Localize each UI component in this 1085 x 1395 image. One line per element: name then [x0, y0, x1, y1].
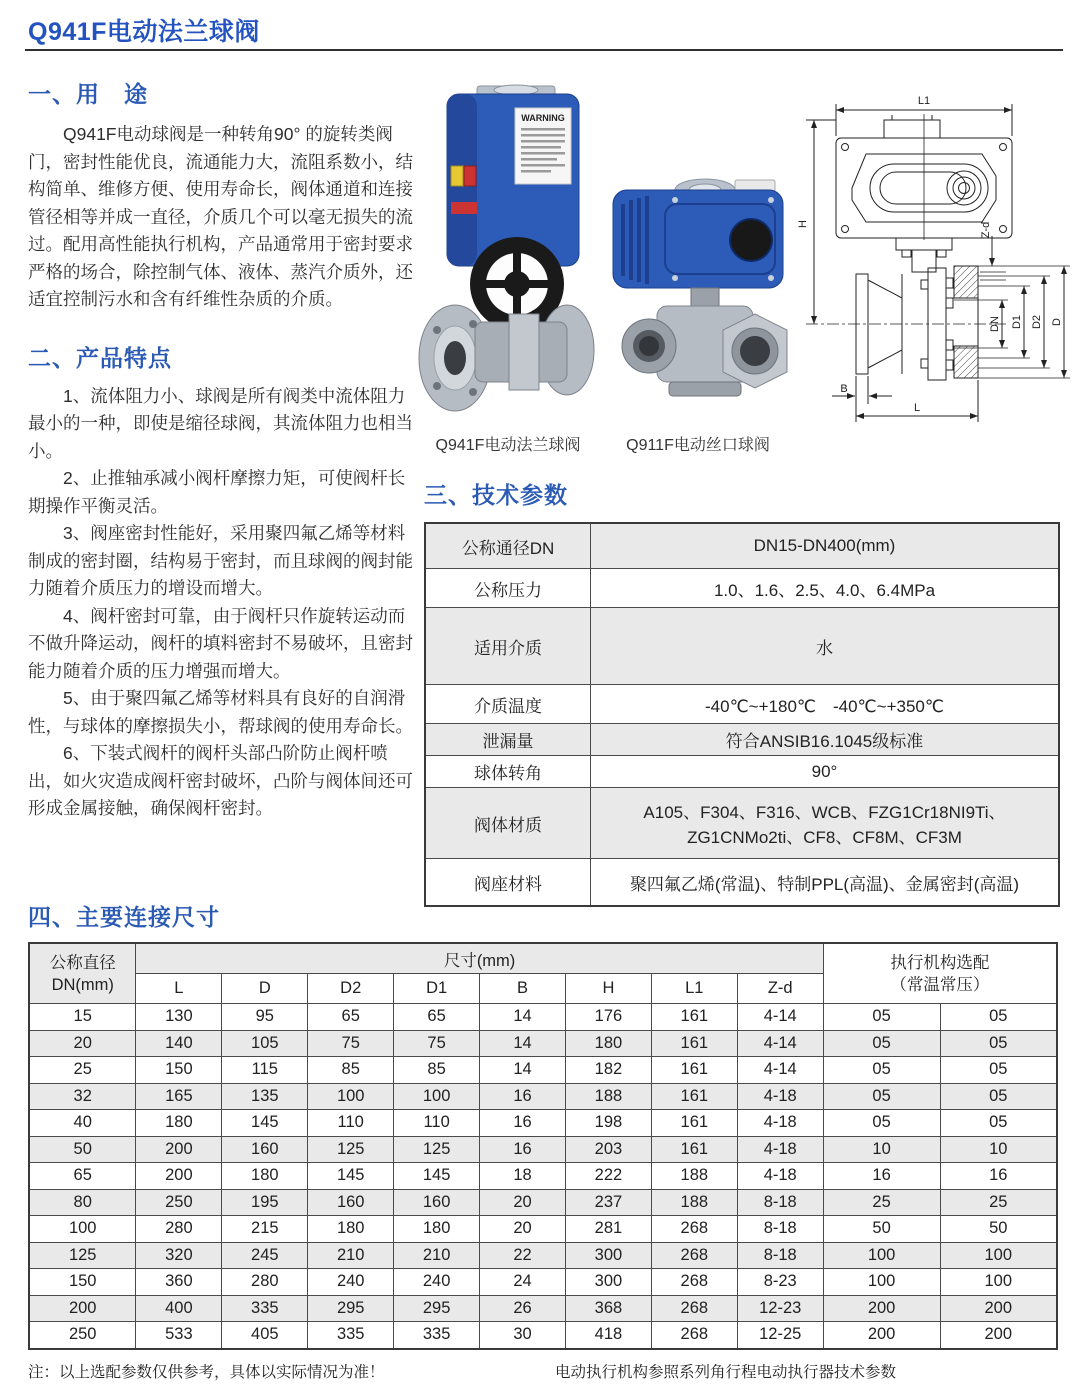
- table-cell: 4-18: [737, 1110, 823, 1137]
- table-cell: 16: [480, 1136, 566, 1163]
- table-row: [29, 1163, 1057, 1190]
- table-cell: 145: [394, 1163, 480, 1190]
- table-cell: 16: [823, 1163, 940, 1190]
- table-cell: 360: [136, 1269, 222, 1296]
- table-cell: 320: [136, 1242, 222, 1269]
- table-cell: 245: [222, 1242, 308, 1269]
- dim-label-d: D: [1051, 318, 1063, 326]
- table-cell: 24: [480, 1269, 566, 1296]
- dim-label-zd: Z-d: [980, 221, 992, 239]
- feature-item: 2、止推轴承减小阀杆摩擦力矩，可使阀杆长期操作平衡灵活。: [28, 468, 406, 516]
- section1-paragraph: Q941F电动球阀是一种转角90° 的旋转类阀门，密封性能优良，流通能力大，流阻系数小，结构简单、维修方便、使用寿命长，阀体通道和连接管径相等并成一直径，介质几个可以毫无损失的流过。配用高性能执行机构，产品通常用于密封要求严格的场合，除控制气体、液体、蒸汽介质外，还适宜控制污水和含有纤维性杂质的介质。: [28, 124, 413, 309]
- table-cell: 14: [480, 1057, 566, 1084]
- table-cell: 222: [565, 1163, 651, 1190]
- table-cell: 20: [29, 1030, 136, 1057]
- col-header-actuator-group: [823, 943, 1057, 1004]
- table-cell: 125: [394, 1136, 480, 1163]
- table-cell: 160: [308, 1189, 394, 1216]
- caption-threaded-valve: Q911F电动丝口球阀: [626, 437, 770, 454]
- table-cell: 188: [651, 1163, 737, 1190]
- table-cell: 80: [29, 1189, 136, 1216]
- dim-table-header-row1: [29, 943, 1057, 974]
- table-cell: 8-23: [737, 1269, 823, 1296]
- col-header-dn-line2: DN(mm): [51, 975, 114, 994]
- table-cell: 125: [29, 1242, 136, 1269]
- section2-heading: 二、产品特点: [28, 344, 172, 371]
- table-cell: 05: [940, 1083, 1057, 1110]
- table-cell: 250: [136, 1189, 222, 1216]
- table-cell: 25: [823, 1189, 940, 1216]
- size-col-header: B: [480, 974, 566, 1004]
- table-cell: 533: [136, 1322, 222, 1349]
- tech-param-value: DN15-DN400(mm): [591, 523, 1060, 569]
- dim-label-b: B: [840, 383, 848, 395]
- table-cell: 161: [651, 1136, 737, 1163]
- table-cell: 165: [136, 1083, 222, 1110]
- table-cell: 4-14: [737, 1030, 823, 1057]
- table-cell: 8-18: [737, 1216, 823, 1243]
- table-cell: 05: [940, 1110, 1057, 1137]
- table-cell: 180: [394, 1216, 480, 1243]
- table-cell: 100: [940, 1242, 1057, 1269]
- feature-item: 3、阀座密封性能好，采用聚四氟乙烯等材料制成的密封圈，结构易于密封，而且球阀的阀封能力随着介质压力的增设而增大。: [28, 523, 413, 598]
- table-row: [29, 1322, 1057, 1349]
- note-right: 电动执行机构参照系列角行程电动执行器技术参数: [555, 1364, 897, 1381]
- table-cell: 25: [940, 1189, 1057, 1216]
- table-cell: 10: [940, 1136, 1057, 1163]
- tech-row: [425, 608, 1059, 685]
- col-header-dn-line1: 公称直径: [49, 953, 116, 972]
- table-cell: 12-23: [737, 1295, 823, 1322]
- title-divider: [25, 49, 1063, 51]
- footer-notes: [28, 1360, 1058, 1384]
- table-cell: 240: [308, 1269, 394, 1296]
- table-cell: 200: [136, 1163, 222, 1190]
- size-col-header: D2: [308, 974, 394, 1004]
- table-cell: 210: [394, 1242, 480, 1269]
- table-cell: 200: [136, 1136, 222, 1163]
- col-header-size-group: 尺寸(mm): [136, 943, 823, 974]
- table-cell: 100: [308, 1083, 394, 1110]
- table-cell: 198: [565, 1110, 651, 1137]
- caption-flanged-valve: Q941F电动法兰球阀: [435, 437, 581, 454]
- tech-parameters-table: [424, 522, 1060, 907]
- table-cell: 10: [823, 1136, 940, 1163]
- left-column: [28, 76, 416, 823]
- table-cell: 160: [222, 1136, 308, 1163]
- table-cell: 203: [565, 1136, 651, 1163]
- table-cell: 418: [565, 1322, 651, 1349]
- table-cell: 105: [222, 1030, 308, 1057]
- table-cell: 268: [651, 1269, 737, 1296]
- dim-label-l1: L1: [917, 95, 931, 107]
- table-cell: 135: [222, 1083, 308, 1110]
- tech-param-value: 符合ANSIB16.1045级标准: [591, 724, 1060, 756]
- table-cell: 150: [136, 1057, 222, 1084]
- table-cell: 368: [565, 1295, 651, 1322]
- features-list: [28, 383, 416, 823]
- size-col-header: D1: [394, 974, 480, 1004]
- table-cell: 65: [394, 1004, 480, 1031]
- table-cell: 65: [29, 1163, 136, 1190]
- table-row: [29, 1136, 1057, 1163]
- tech-param-label: 阀体材质: [425, 788, 591, 859]
- table-cell: 50: [940, 1216, 1057, 1243]
- table-cell: 400: [136, 1295, 222, 1322]
- table-cell: 268: [651, 1242, 737, 1269]
- size-col-header: L: [136, 974, 222, 1004]
- table-cell: 16: [940, 1163, 1057, 1190]
- flanged-valve-photo: [417, 84, 603, 432]
- tech-param-label: 泄漏量: [425, 724, 591, 756]
- table-row: [29, 1110, 1057, 1137]
- dim-label-h: H: [797, 220, 809, 228]
- table-cell: 335: [308, 1322, 394, 1349]
- size-col-header: D: [222, 974, 308, 1004]
- table-cell: 195: [222, 1189, 308, 1216]
- table-row: [29, 1189, 1057, 1216]
- tech-param-value: -40℃~+180℃ -40℃~+350℃: [591, 685, 1060, 724]
- table-cell: 145: [222, 1110, 308, 1137]
- table-cell: 4-18: [737, 1163, 823, 1190]
- size-col-header: H: [565, 974, 651, 1004]
- table-cell: 161: [651, 1030, 737, 1057]
- note-left: 注：以上选配参数仅供参考，具体以实际情况为准！: [28, 1364, 385, 1381]
- feature-item: 5、由于聚四氟乙烯等材料具有良好的自润滑性，与球体的摩擦损失小，帮球阀的使用寿命长。: [28, 688, 413, 736]
- table-row: [29, 1242, 1057, 1269]
- tech-row: [425, 724, 1059, 756]
- tech-row: [425, 788, 1059, 859]
- table-cell: 100: [823, 1242, 940, 1269]
- table-cell: 25: [29, 1057, 136, 1084]
- dim-label-d1: D1: [1011, 314, 1023, 330]
- size-col-header: Z-d: [737, 974, 823, 1004]
- table-cell: 100: [823, 1269, 940, 1296]
- table-cell: 161: [651, 1004, 737, 1031]
- tech-param-label: 公称压力: [425, 569, 591, 608]
- table-cell: 268: [651, 1295, 737, 1322]
- table-cell: 14: [480, 1004, 566, 1031]
- col-header-dn: [29, 943, 136, 1004]
- size-col-header: L1: [651, 974, 737, 1004]
- table-cell: 335: [394, 1322, 480, 1349]
- dim-label-d2: D2: [1031, 314, 1043, 330]
- tech-row: [425, 756, 1059, 788]
- section4-heading: 四、主要连接尺寸: [28, 904, 220, 930]
- product-photos: [415, 84, 797, 456]
- table-cell: 16: [480, 1083, 566, 1110]
- dim-label-l: L: [913, 402, 921, 414]
- tech-row: [425, 685, 1059, 724]
- table-cell: 200: [823, 1295, 940, 1322]
- section4: [28, 899, 1058, 1350]
- table-cell: 05: [940, 1004, 1057, 1031]
- table-cell: 188: [565, 1083, 651, 1110]
- table-row: [29, 1216, 1057, 1243]
- tech-param-label: 介质温度: [425, 685, 591, 724]
- table-cell: 240: [394, 1269, 480, 1296]
- table-cell: 200: [823, 1322, 940, 1349]
- tech-param-value: 水: [591, 608, 1060, 685]
- table-cell: 280: [136, 1216, 222, 1243]
- table-cell: 05: [823, 1083, 940, 1110]
- table-cell: 15: [29, 1004, 136, 1031]
- tech-table-body: [425, 523, 1059, 906]
- table-cell: 16: [480, 1110, 566, 1137]
- table-cell: 405: [222, 1322, 308, 1349]
- table-row: [29, 1083, 1057, 1110]
- table-cell: 12-25: [737, 1322, 823, 1349]
- table-cell: 180: [308, 1216, 394, 1243]
- tech-param-label: 阀座材料: [425, 859, 591, 907]
- table-cell: 32: [29, 1083, 136, 1110]
- table-cell: 05: [940, 1030, 1057, 1057]
- table-cell: 05: [823, 1057, 940, 1084]
- table-cell: 75: [308, 1030, 394, 1057]
- table-cell: 130: [136, 1004, 222, 1031]
- tech-row: [425, 569, 1059, 608]
- tech-param-label: 球体转角: [425, 756, 591, 788]
- table-cell: 125: [308, 1136, 394, 1163]
- table-cell: 295: [308, 1295, 394, 1322]
- table-cell: 176: [565, 1004, 651, 1031]
- table-cell: 188: [651, 1189, 737, 1216]
- table-cell: 161: [651, 1083, 737, 1110]
- tech-param-label: 适用介质: [425, 608, 591, 685]
- page-title: Q941F电动法兰球阀: [28, 18, 260, 46]
- table-row: [29, 1295, 1057, 1322]
- table-cell: 05: [823, 1110, 940, 1137]
- section3: [424, 477, 1060, 907]
- warning-label: WARNING: [521, 113, 565, 123]
- table-cell: 8-18: [737, 1242, 823, 1269]
- table-cell: 110: [308, 1110, 394, 1137]
- table-cell: 05: [823, 1004, 940, 1031]
- table-cell: 115: [222, 1057, 308, 1084]
- table-cell: 50: [29, 1136, 136, 1163]
- table-cell: 14: [480, 1030, 566, 1057]
- table-cell: 250: [29, 1322, 136, 1349]
- table-cell: 160: [394, 1189, 480, 1216]
- table-cell: 268: [651, 1216, 737, 1243]
- table-cell: 4-18: [737, 1083, 823, 1110]
- table-cell: 150: [29, 1269, 136, 1296]
- col-header-actuator-line2: （常温常压）: [890, 975, 990, 994]
- table-cell: 182: [565, 1057, 651, 1084]
- table-cell: 295: [394, 1295, 480, 1322]
- dim-label-dn: DN: [989, 316, 1001, 332]
- table-cell: 4-14: [737, 1004, 823, 1031]
- feature-item: 6、下装式阀杆的阀杆头部凸阶防止阀杆喷出，如火灾造成阀杆密封破坏，凸阶与阀体间还可形成金属接触，确保阀杆密封。: [28, 743, 413, 818]
- table-cell: 100: [29, 1216, 136, 1243]
- table-cell: 05: [823, 1030, 940, 1057]
- dimensions-table-body: [29, 1004, 1057, 1349]
- table-cell: 8-18: [737, 1189, 823, 1216]
- tech-param-value: 90°: [591, 756, 1060, 788]
- tech-param-value: 聚四氟乙烯(常温)、特制PPL(高温)、金属密封(高温): [591, 859, 1060, 907]
- table-cell: 215: [222, 1216, 308, 1243]
- table-cell: 110: [394, 1110, 480, 1137]
- section1-heading: 一、用 途: [28, 81, 148, 107]
- feature-item: 1、流体阻力小、球阀是所有阀类中流体阻力最小的一种，即使是缩径球阀，其流体阻力也相当小。: [28, 385, 413, 461]
- table-cell: 300: [565, 1269, 651, 1296]
- table-cell: 85: [394, 1057, 480, 1084]
- table-cell: 22: [480, 1242, 566, 1269]
- table-cell: 200: [29, 1295, 136, 1322]
- table-cell: 75: [394, 1030, 480, 1057]
- table-cell: 20: [480, 1216, 566, 1243]
- table-cell: 281: [565, 1216, 651, 1243]
- table-cell: 100: [394, 1083, 480, 1110]
- col-header-actuator-line1: 执行机构选配: [890, 953, 990, 972]
- feature-item: 4、阀杆密封可靠，由于阀杆只作旋转运动而不做升降运动，阀杆的填料密封不易破坏，且密封能力随着介质的压力增强而增大。: [28, 605, 413, 681]
- table-cell: 161: [651, 1110, 737, 1137]
- table-cell: 20: [480, 1189, 566, 1216]
- table-cell: 05: [940, 1057, 1057, 1084]
- table-row: [29, 1004, 1057, 1031]
- dimensions-table: [28, 942, 1058, 1350]
- table-cell: 237: [565, 1189, 651, 1216]
- table-cell: 200: [940, 1322, 1057, 1349]
- dimension-drawing: [792, 90, 1084, 435]
- table-cell: 40: [29, 1110, 136, 1137]
- table-cell: 85: [308, 1057, 394, 1084]
- table-cell: 210: [308, 1242, 394, 1269]
- table-cell: 4-18: [737, 1136, 823, 1163]
- table-cell: 26: [480, 1295, 566, 1322]
- table-row: [29, 1030, 1057, 1057]
- table-cell: 335: [222, 1295, 308, 1322]
- table-cell: 280: [222, 1269, 308, 1296]
- table-cell: 140: [136, 1030, 222, 1057]
- tech-row: [425, 523, 1059, 569]
- table-row: [29, 1269, 1057, 1296]
- table-cell: 180: [565, 1030, 651, 1057]
- table-cell: 50: [823, 1216, 940, 1243]
- table-cell: 30: [480, 1322, 566, 1349]
- table-cell: 161: [651, 1057, 737, 1084]
- table-cell: 145: [308, 1163, 394, 1190]
- tech-param-value: 1.0、1.6、2.5、4.0、6.4MPa: [591, 569, 1060, 608]
- tech-param-label: 公称通径DN: [425, 523, 591, 569]
- section3-heading: 三、技术参数: [424, 482, 568, 508]
- tech-param-value: A105、F304、F316、WCB、FZG1Cr18NI9Ti、ZG1CNMo2ti、CF8、CF8M、CF3M: [591, 788, 1060, 859]
- table-cell: 95: [222, 1004, 308, 1031]
- table-cell: 200: [940, 1295, 1057, 1322]
- threaded-valve-photo: [605, 164, 797, 432]
- table-cell: 18: [480, 1163, 566, 1190]
- table-cell: 100: [940, 1269, 1057, 1296]
- table-cell: 180: [222, 1163, 308, 1190]
- table-cell: 65: [308, 1004, 394, 1031]
- table-cell: 180: [136, 1110, 222, 1137]
- table-cell: 268: [651, 1322, 737, 1349]
- table-cell: 4-14: [737, 1057, 823, 1084]
- table-row: [29, 1057, 1057, 1084]
- table-cell: 300: [565, 1242, 651, 1269]
